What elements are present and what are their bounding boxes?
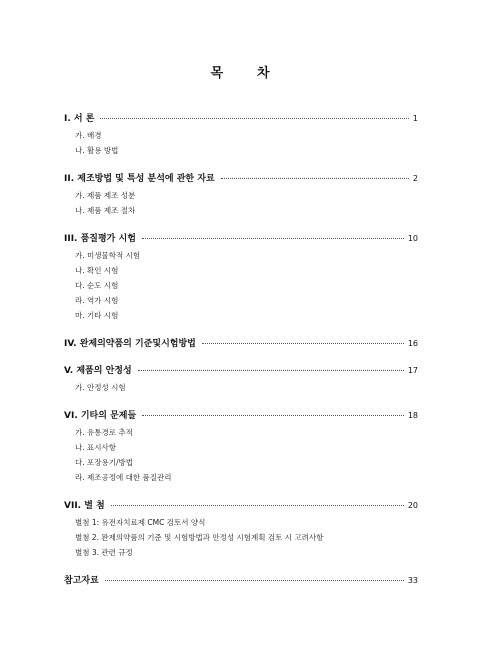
dot-leader (105, 579, 404, 581)
toc-subentry[interactable]: 가. 제품 제조 성분 (75, 191, 136, 200)
toc-entry-page: 16 (407, 339, 418, 348)
toc-section (64, 112, 418, 158)
toc-entry-label: V. 제품의 안정성 (64, 366, 132, 376)
title-right: 차 (257, 66, 270, 81)
table-of-contents (64, 112, 418, 601)
toc-entry-label: VII. 별 첨 (64, 501, 105, 511)
toc-entry-label: III. 품질평가 시험 (64, 234, 136, 244)
toc-entry-label: I. 서 론 (64, 114, 95, 124)
title-left: 목 (210, 66, 223, 81)
toc-section (64, 499, 418, 560)
toc-entry-page: 17 (407, 366, 418, 375)
toc-subentry[interactable]: 다. 포장용기/방법 (75, 458, 134, 467)
toc-entry-label: VI. 기타의 문제들 (64, 411, 137, 421)
dot-leader (142, 237, 404, 239)
toc-section (64, 409, 418, 485)
toc-entry-label: IV. 완제의약품의 기준및시험방법 (64, 339, 196, 349)
toc-entry-page: 1 (412, 114, 418, 123)
toc-subentry[interactable]: 라. 역가 시험 (75, 296, 119, 305)
toc-subentry[interactable]: 별첨 2. 완제의약품의 기준 및 시험방법과 안정성 시험계획 검토 시 고려사항 (75, 533, 324, 542)
toc-subentry[interactable]: 가. 배경 (75, 131, 102, 140)
toc-entry[interactable] (64, 172, 418, 185)
toc-entry[interactable] (64, 112, 418, 125)
toc-entry-page: 20 (407, 501, 418, 510)
dot-leader (111, 504, 404, 506)
toc-subentry[interactable]: 별첨 3. 관련 규정 (75, 548, 133, 557)
toc-entry-page: 18 (407, 411, 418, 420)
toc-subentry[interactable]: 라. 제조공정에 대한 품질관리 (75, 473, 172, 482)
dot-leader (138, 369, 404, 371)
toc-entry-page: 2 (412, 174, 418, 183)
dot-leader (221, 177, 409, 179)
toc-entry-page: 33 (407, 576, 418, 585)
toc-section (64, 337, 418, 350)
toc-subentry[interactable]: 나. 제품 제조 절차 (75, 206, 136, 215)
dot-leader (100, 117, 408, 119)
toc-subentry[interactable]: 나. 활용 방법 (75, 146, 119, 155)
toc-subentry[interactable]: 가. 유통경로 추적 (75, 428, 133, 437)
toc-entry[interactable] (64, 364, 418, 377)
page-title (0, 62, 480, 81)
toc-entry-label: II. 제조방법 및 특성 분석에 관한 자료 (64, 174, 215, 184)
toc-section (64, 232, 418, 323)
toc-section (64, 364, 418, 395)
toc-entry[interactable] (64, 574, 418, 587)
toc-entry-label: 참고자료 (64, 576, 99, 586)
toc-subentry[interactable]: 가. 안정성 시험 (75, 383, 126, 392)
toc-entry-page: 10 (407, 234, 418, 243)
toc-subentry[interactable]: 다. 순도 시험 (75, 281, 119, 290)
dot-leader (202, 342, 404, 344)
toc-section (64, 574, 418, 587)
toc-entry[interactable] (64, 499, 418, 512)
toc-subentry[interactable]: 나. 확인 시험 (75, 266, 119, 275)
toc-section (64, 172, 418, 218)
toc-entry[interactable] (64, 232, 418, 245)
toc-subentry[interactable]: 가. 미생물학적 시험 (75, 251, 141, 260)
toc-subentry[interactable]: 나. 표시사항 (75, 443, 116, 452)
toc-subentry[interactable]: 별첨 1: 유전자치료제 CMC 검토서 양식 (75, 518, 206, 527)
dot-leader (142, 414, 404, 416)
toc-entry[interactable] (64, 409, 418, 422)
toc-entry[interactable] (64, 337, 418, 350)
toc-subentry[interactable]: 마. 기타 시험 (75, 311, 119, 320)
